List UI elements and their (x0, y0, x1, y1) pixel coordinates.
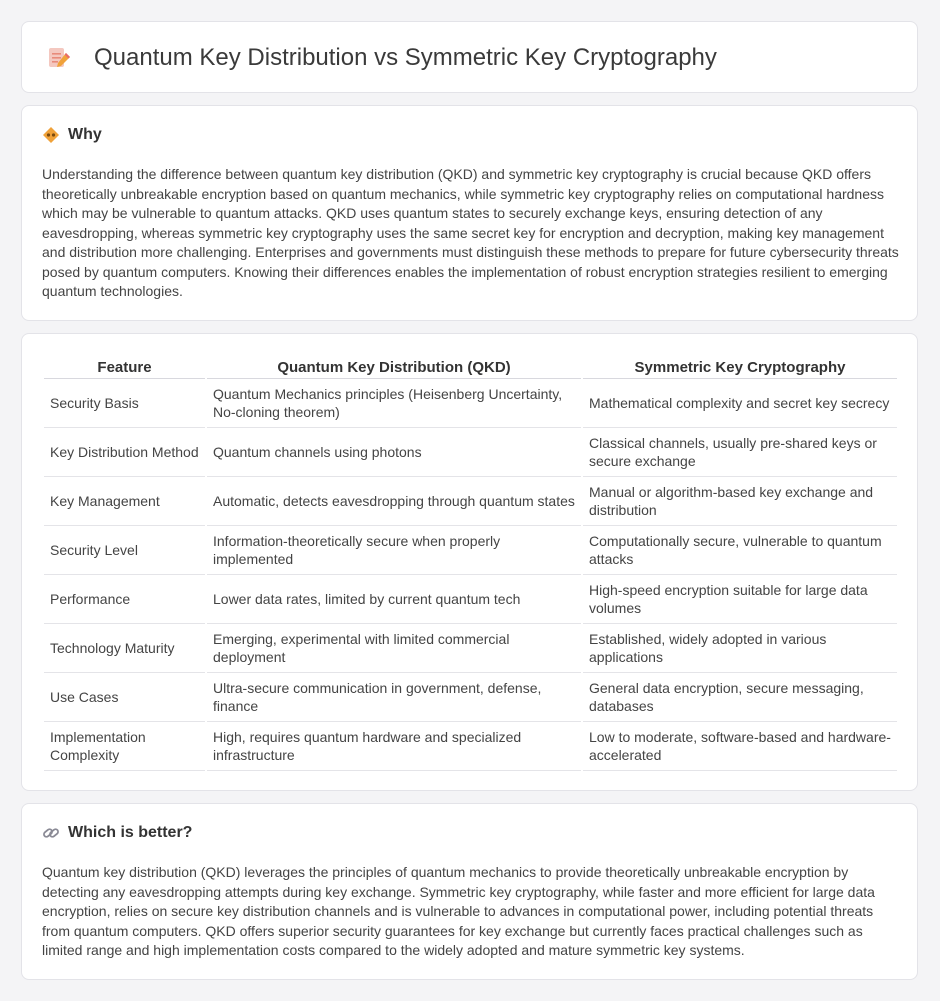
header-qkd: Quantum Key Distribution (QKD) (207, 354, 581, 379)
feature-cell: Implementation Complexity (44, 722, 205, 771)
qkd-cell: Emerging, experimental with limited commercial deployment (207, 624, 581, 673)
title-row (46, 22, 717, 94)
why-title: Why (68, 126, 102, 143)
why-heading (42, 126, 102, 144)
qkd-cell: Information-theoretically secure when properly implemented (207, 526, 581, 575)
comparison-section (21, 333, 918, 791)
header-symmetric: Symmetric Key Cryptography (583, 354, 897, 379)
table-row (44, 575, 897, 624)
qkd-cell: Quantum Mechanics principles (Heisenberg Uncertainty, No-cloning theorem) (207, 379, 581, 428)
better-text: Quantum key distribution (QKD) leverages the principles of quantum mechanics to provide theoretically unbreakable encryption by detecting any eavesdropping attempts during key exchange. Symmetric key cryptography, while faster and more efficient for large data encryption, relies on secure key distribution channels and is vulnerable to advances in computational power, including potential threats from quantum computers. QKD offers superior security guarantees for key exchange but currently faces practical challenges such as limited range and high implementation costs compared to the widely adopted and mature symmetric key systems. (42, 864, 875, 958)
document-pencil-icon (46, 45, 72, 71)
feature-cell: Performance (44, 575, 205, 624)
feature-cell: Technology Maturity (44, 624, 205, 673)
which-is-better-section (21, 803, 918, 980)
better-title: Which is better? (68, 824, 193, 841)
table-row (44, 379, 897, 428)
table-row (44, 526, 897, 575)
symmetric-cell: Low to moderate, software-based and hardware-accelerated (583, 722, 897, 771)
why-section (21, 105, 918, 321)
table-row (44, 624, 897, 673)
table-row (44, 673, 897, 722)
why-text: Understanding the difference between quantum key distribution (QKD) and symmetric key cryptography is crucial because QKD offers theoretically unbreakable encryption based on quantum mechanics, while symmetric key cryptography relies on computational hardness which may be vulnerable to quantum attacks. QKD uses quantum states to securely exchange keys, ensuring detection of any eavesdropping, whereas symmetric key cryptography uses the same secret key for encryption and decryption, making key management and distribution more challenging. Enterprises and governments must distinguish these methods to prepare for future cybersecurity threats posed by quantum computers. Knowing their differences enables the implementation of robust encryption strategies resilient to emerging quantum technologies. (42, 166, 899, 299)
header-card (21, 21, 918, 93)
symmetric-cell: Established, widely adopted in various applications (583, 624, 897, 673)
symmetric-cell: Manual or algorithm-based key exchange and distribution (583, 477, 897, 526)
table-row (44, 477, 897, 526)
qkd-cell: Quantum channels using photons (207, 428, 581, 477)
qkd-cell: Lower data rates, limited by current quantum tech (207, 575, 581, 624)
table-header-row (44, 354, 897, 379)
symmetric-cell: Classical channels, usually pre-shared keys or secure exchange (583, 428, 897, 477)
link-icon (42, 824, 60, 842)
page-title: Quantum Key Distribution vs Symmetric Key Cryptography (94, 44, 717, 71)
feature-cell: Use Cases (44, 673, 205, 722)
feature-cell: Security Basis (44, 379, 205, 428)
feature-cell: Key Management (44, 477, 205, 526)
feature-cell: Key Distribution Method (44, 428, 205, 477)
qkd-cell: Ultra-secure communication in government, defense, finance (207, 673, 581, 722)
symmetric-cell: General data encryption, secure messaging, databases (583, 673, 897, 722)
symmetric-cell: Mathematical complexity and secret key secrecy (583, 379, 897, 428)
table-row (44, 722, 897, 771)
qkd-cell: High, requires quantum hardware and specialized infrastructure (207, 722, 581, 771)
diamond-sign-icon (42, 126, 60, 144)
table-row (44, 428, 897, 477)
comparison-table (42, 354, 899, 771)
better-heading (42, 824, 192, 842)
qkd-cell: Automatic, detects eavesdropping through quantum states (207, 477, 581, 526)
header-feature: Feature (44, 354, 205, 379)
symmetric-cell: Computationally secure, vulnerable to quantum attacks (583, 526, 897, 575)
symmetric-cell: High-speed encryption suitable for large data volumes (583, 575, 897, 624)
feature-cell: Security Level (44, 526, 205, 575)
